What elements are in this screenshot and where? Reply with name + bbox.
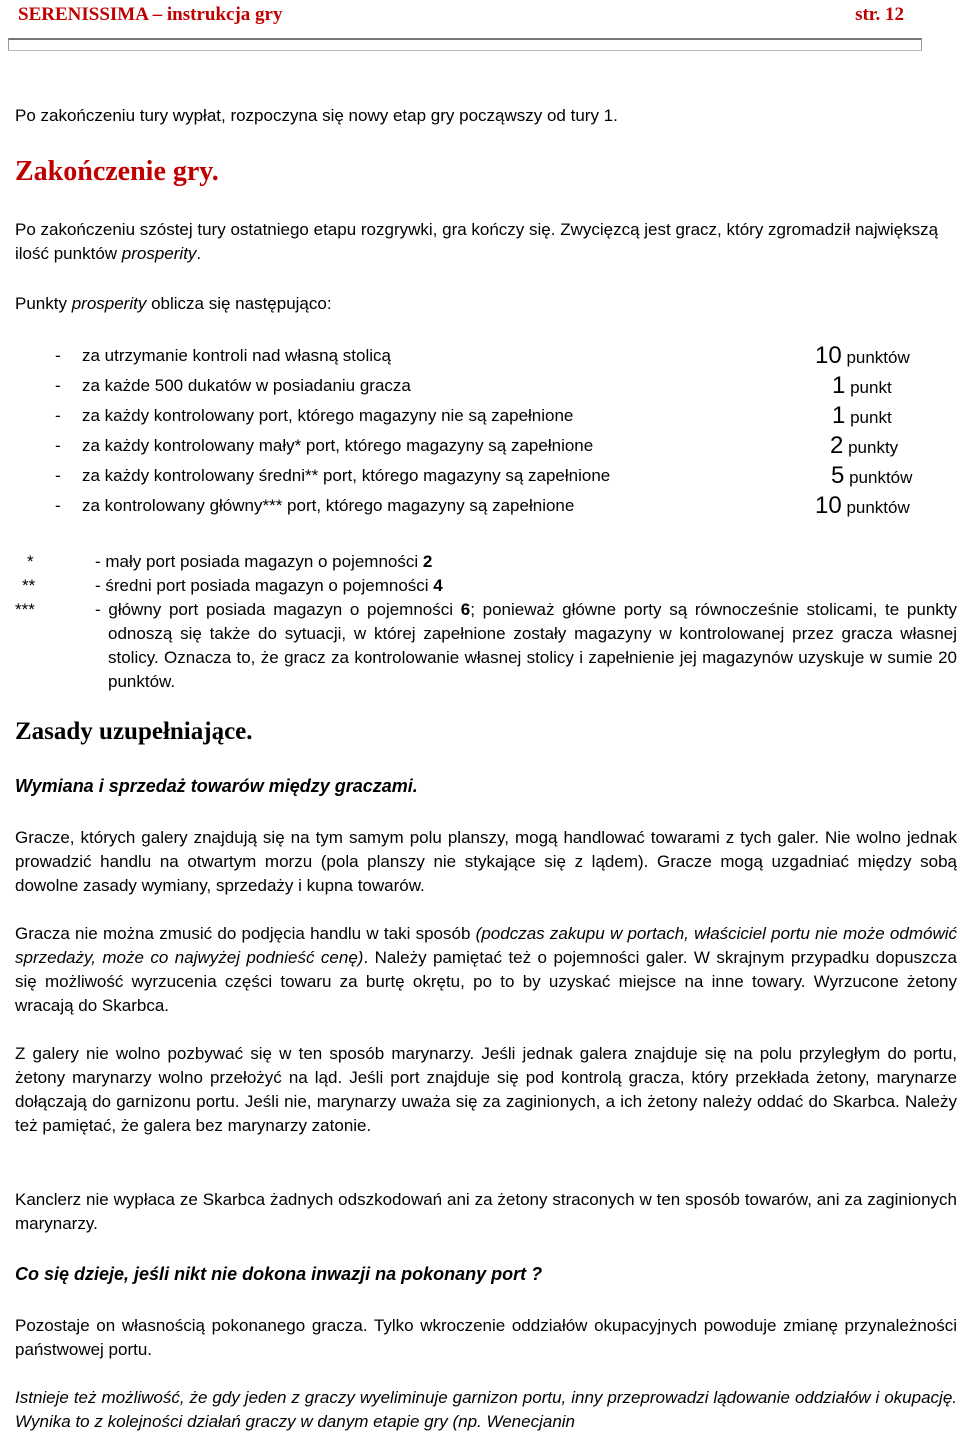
text-italic: prosperity — [71, 294, 147, 313]
footnote-mark: *** — [15, 600, 35, 619]
footnote-text — [95, 574, 957, 598]
list-dash: - — [55, 466, 61, 485]
page-header — [18, 4, 904, 28]
text: . Należy pamiętać też o pojemności galer. W skrajnym przypadku dopuszcza się możliwość wyrzucenia części towaru za burtę okrętu, po to by uzyskać miejsce na inne towary. Wyrzucone żetony wracają do Skarbca. — [15, 948, 957, 1015]
text: . — [196, 244, 202, 263]
scoring-number: 1 — [832, 402, 846, 429]
list-dash: - — [55, 376, 61, 395]
list-dash: - — [55, 406, 61, 425]
scoring-text: za każde 500 dukatów w posiadaniu gracza — [82, 376, 411, 395]
text: Po zakończeniu szóstej tury ostatniego etapu rozgrywki, gra kończy się. Zwycięzcą jest gracz, który zgromadził największą ilość punktów — [15, 220, 939, 263]
paragraph-trade-1: Gracze, których galery znajdują się na tym samym polu planszy, mogą handlować towarami z tych galer. Nie wolno jednak prowadzić handlu na otwartym morzu (pola planszy nie stykające się z lądem). Gracze mogą uzgadniać między sobą dowolne zasady wymiany, sprzedaży i kupna towarów. — [15, 828, 957, 895]
footnote-text — [95, 550, 957, 574]
scoring-unit: punkt — [850, 408, 892, 427]
footnote-mark: * — [27, 552, 34, 571]
scoring-number: 2 — [830, 432, 844, 459]
paragraph-intro: Po zakończeniu tury wypłat, rozpoczyna się nowy etap gry począwszy od tury 1. — [15, 106, 618, 125]
footnote-1 — [15, 550, 957, 574]
paragraph-trade-3: Z galery nie wolno pozbywać się w ten sposób marynarzy. Jeśli jednak galera znajduje się na polu przyległym do portu, żetony marynarzy wolno przełożyć na ląd. Jeśli port znajduje się pod kontrolą gracza, który przekłada żetony, marynarze dołączają do garnizonu portu. Jeśli nie, marynarzy uważa się za zaginionych, a ich żetony należy oddać do Skarbca. Należy też pamiętać, że galera bez marynarzy zatonie. — [15, 1044, 957, 1135]
text: - średni port posiada magazyn o pojemności — [95, 576, 434, 595]
scoring-unit: punktów — [849, 468, 913, 487]
paragraph-trade-4: Kanclerz nie wypłaca ze Skarbca żadnych odszkodowań ani za żetony straconych w ten sposób towarów, ani za zaginionych marynarzy. — [15, 1190, 957, 1233]
scoring-row — [55, 492, 935, 522]
header-rule — [8, 38, 922, 51]
footnote-2 — [15, 574, 957, 598]
paragraph-end-1 — [15, 218, 957, 266]
list-dash: - — [55, 436, 61, 455]
text-italic: prosperity — [121, 244, 197, 263]
scoring-text: za każdy kontrolowany średni** port, którego magazyny są zapełnione — [82, 466, 611, 485]
scoring-number: 1 — [832, 372, 846, 399]
paragraph-end-2 — [15, 292, 957, 316]
scoring-number: 10 — [815, 342, 842, 369]
footnote-text — [95, 598, 957, 694]
text: oblicza się następująco: — [146, 294, 332, 313]
subheading-port: Co się dzieje, jeśli nikt nie dokona inwazji na pokonany port ? — [15, 1264, 543, 1284]
scoring-number: 10 — [815, 492, 842, 519]
paragraph-port-1: Pozostaje on własnością pokonanego gracza. Tylko wkroczenie oddziałów okupacyjnych powoduje zmianę przynależności państwowej portu. — [15, 1316, 957, 1359]
scoring-points — [831, 462, 912, 490]
scoring-points — [832, 402, 892, 430]
scoring-number: 5 — [831, 462, 845, 489]
scoring-text: za kontrolowany główny*** port, którego magazyny są zapełnione — [82, 496, 575, 515]
footnote-mark: ** — [22, 576, 36, 595]
text-bold: 4 — [433, 576, 443, 595]
header-title: SERENISSIMA – instrukcja gry — [18, 4, 283, 25]
text: - mały port posiada magazyn o pojemności — [95, 552, 423, 571]
scoring-row — [55, 402, 935, 432]
text: - główny port posiada magazyn o pojemności — [95, 600, 461, 619]
list-dash: - — [55, 346, 61, 365]
scoring-row — [55, 432, 935, 462]
scoring-text: za utrzymanie kontroli nad własną stolicą — [82, 346, 391, 365]
scoring-unit: punkt — [850, 378, 892, 397]
text: Gracza nie można zmusić do podjęcia handlu w taki sposób — [15, 924, 476, 943]
page-number: str. 12 — [855, 4, 904, 25]
scoring-unit: punktów — [846, 498, 910, 517]
scoring-text: za każdy kontrolowany port, którego magazyny nie są zapełnione — [82, 406, 574, 425]
scoring-points — [815, 492, 910, 520]
scoring-row — [55, 372, 935, 402]
subheading-trade: Wymiana i sprzedaż towarów między graczami. — [15, 776, 418, 796]
scoring-points — [830, 432, 898, 460]
text: Punkty — [15, 294, 72, 313]
text-bold: 2 — [422, 552, 433, 571]
footnote-3 — [15, 598, 957, 694]
scoring-text: za każdy kontrolowany mały* port, którego magazyny są zapełnione — [82, 436, 594, 455]
paragraph-port-2: Istnieje też możliwość, że gdy jeden z graczy wyeliminuje garnizon portu, inny przeprowadzi lądowanie oddziałów i okupację. Wynika to z kolejności działań graczy w danym etapie gry (np. Wenecjanin — [15, 1388, 957, 1431]
scoring-points — [815, 342, 910, 370]
paragraph-trade-2 — [15, 922, 957, 1018]
scoring-row — [55, 462, 935, 492]
heading-supplementary-rules: Zasady uzupełniające. — [15, 718, 253, 745]
scoring-points — [832, 372, 892, 400]
heading-end-of-game: Zakończenie gry. — [15, 156, 219, 187]
list-dash: - — [55, 496, 61, 515]
text-bold: 6 — [460, 600, 471, 619]
text: ; ponieważ główne porty są równocześnie stolicami, te punkty odnoszą się także do sytuacji, w której zapełnione zostały magazyny w kontrolowanej przez gracza własnej stolicy. Oznacza to, że gracz za kontrolowanie własnej stolicy i zapełnienie jej magazynów uzyskuje w sumie 20 punktów. — [108, 600, 958, 691]
scoring-unit: punktów — [846, 348, 910, 367]
scoring-unit: punkty — [848, 438, 899, 457]
scoring-row — [55, 342, 935, 372]
text-italic: (podczas zakupu w portach, właściciel portu nie może odmówić sprzedaży, może co najwyżej podnieść cenę) — [15, 924, 957, 967]
